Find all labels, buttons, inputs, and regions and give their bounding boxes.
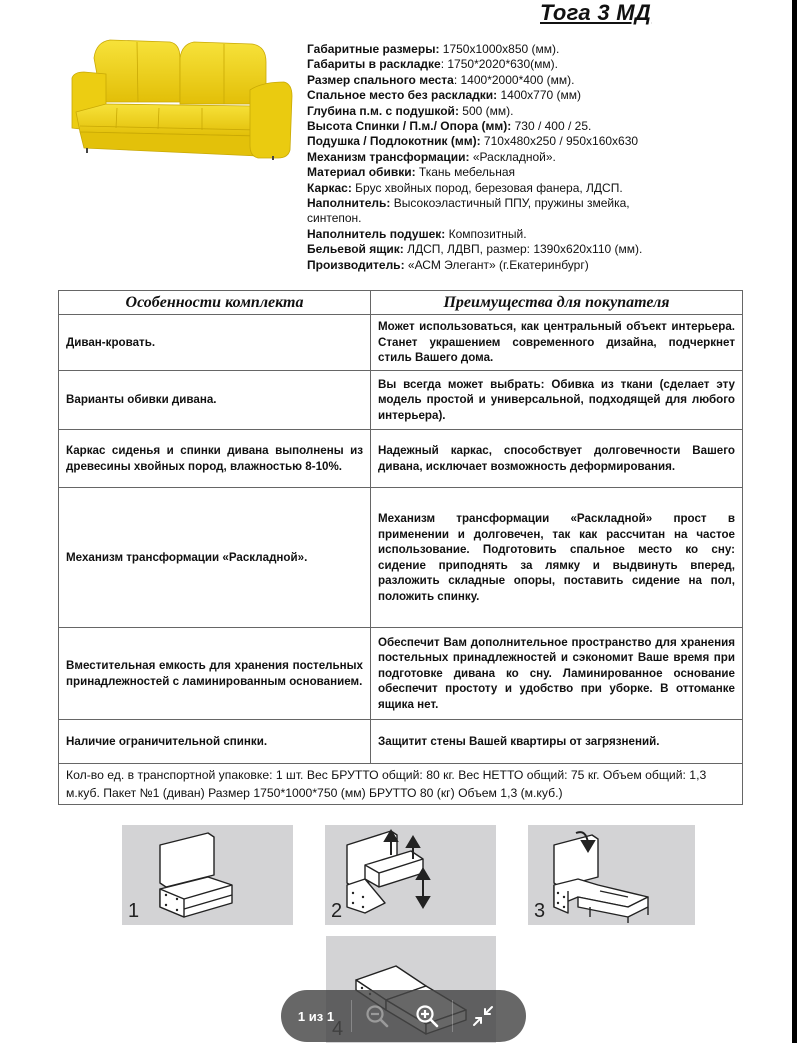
step-3-panel: [528, 825, 695, 925]
features-table: [58, 290, 743, 805]
zoom-in-icon: [414, 1003, 440, 1029]
seat-lift-icon: [325, 825, 496, 925]
page-indicator: 1 из 1: [297, 1008, 335, 1024]
window-edge: [792, 0, 797, 1043]
benefit-cell: Защитит стены Вашей квартиры от загрязнений.: [371, 720, 743, 764]
collapse-icon: [470, 1003, 496, 1029]
spec-row: Высота Спинки / П.м./ Опора (мм): 730 / 400 / 25.: [307, 119, 592, 134]
table-row: [59, 430, 743, 488]
benefit-cell: Может использоваться, как центральный объект интерьера. Станет украшением современного дизайна, подчеркнет стиль Вашего дома.: [371, 315, 743, 371]
table-row: [59, 315, 743, 371]
spec-row: Размер спального места: 1400*2000*400 (мм).: [307, 72, 575, 87]
table-row: [59, 371, 743, 430]
header-features: Особенности комплекта: [59, 291, 371, 315]
spec-row: Спальное место без раскладки: 1400x770 (мм): [307, 88, 582, 103]
feature-cell: Каркас сиденья и спинки дивана выполнены из древесины хвойных пород, влажностью 8-10%.: [59, 430, 371, 488]
spec-row: Материал обивки: Ткань мебельная: [307, 165, 515, 180]
spec-row: Подушка / Подлокотник (мм): 710x480x250 / 950x160x630: [307, 134, 639, 149]
step-1-panel: [122, 825, 293, 925]
feature-cell: Вместительная емкость для хранения постельных принадлежностей с ламинированным основанием.: [59, 628, 371, 720]
spec-row: Габаритные размеры: 1750x1000x850 (мм).: [307, 42, 560, 56]
step-number: 3: [534, 900, 546, 922]
specs-list: [307, 42, 707, 273]
sofa-product-image: [62, 32, 298, 160]
spec-row: Каркас: Брус хвойных пород, березовая фанера, ЛДСП.: [307, 180, 623, 195]
benefit-cell: Вы всегда может выбрать: Обивка из ткани (сделает эту модель простой и универсальной, подходящей для любого интерьера).: [371, 371, 743, 430]
pdf-viewer-toolbar: [281, 990, 526, 1042]
table-footer-row: [59, 764, 743, 805]
benefit-cell: Обеспечит Вам дополнительное пространство для хранения постельных принадлежностей и сэкономит Ваше время при подготовке дивана ко сну. Ламинированное основание обеспечит простоту и удобство при уборке. В оттоманке ящика нет.: [371, 628, 743, 720]
feature-cell: Варианты обивки дивана.: [59, 371, 371, 430]
feature-cell: Механизм трансформации «Раскладной».: [59, 488, 371, 628]
feature-cell: Диван-кровать.: [59, 315, 371, 371]
zoom-in-button[interactable]: [402, 990, 452, 1042]
step-number: 1: [128, 900, 140, 922]
table-row: [59, 628, 743, 720]
spec-row: Механизм трансформации: «Раскладной».: [307, 149, 556, 164]
spec-row: Производитель: «АСМ Элегант» (г.Екатеринбург): [307, 257, 589, 272]
step-2-panel: [325, 825, 496, 925]
spec-row: Габариты в раскладке: 1750*2020*630(мм).: [307, 57, 558, 72]
packaging-info: Кол-во ед. в транспортной упаковке: 1 шт. Вес БРУТТО общий: 80 кг. Вес НЕТТО общий: 75 кг. Объем общий: 1,3 м.куб. Пакет №1 (диван) Размер 1750*1000*750 (мм) БРУТТО 80 (кг) Объем 1,3 (м.куб.): [59, 764, 743, 805]
seat-unfold-icon: [528, 825, 695, 925]
zoom-out-icon: [364, 1003, 390, 1029]
document-title: Тога 3 МД: [540, 0, 652, 25]
header-benefits: Преимущества для покупателя: [371, 291, 743, 315]
benefit-cell: Механизм трансформации «Раскладной» прост в применении и долговечен, так как рассчитан на частое использование. Подготовить спальное место ко сну: сидение приподнять за лямку и выдвинуть вперед, разложить складные опоры, поставить сидение на пол, положить спинку.: [371, 488, 743, 628]
spec-row: Наполнитель подушек: Композитный.: [307, 226, 527, 241]
table-row: [59, 488, 743, 628]
table-header-row: [59, 291, 743, 315]
spec-row: Наполнитель: Высокоэластичный ППУ, пружины змейка, синтепон.: [307, 196, 630, 226]
feature-cell: Наличие ограничительной спинки.: [59, 720, 371, 764]
chair-folded-icon: [122, 825, 293, 925]
collapse-button[interactable]: [453, 990, 513, 1042]
benefit-cell: Надежный каркас, способствует долговечности Вашего дивана, исключает возможность деформирования.: [371, 430, 743, 488]
spec-row: Бельевой ящик: ЛДСП, ЛДВП, размер: 1390x620x110 (мм).: [307, 242, 643, 257]
zoom-out-button[interactable]: [352, 990, 402, 1042]
step-number: 2: [331, 900, 343, 922]
table-row: [59, 720, 743, 764]
spec-row: Глубина п.м. с подушкой: 500 (мм).: [307, 103, 514, 118]
